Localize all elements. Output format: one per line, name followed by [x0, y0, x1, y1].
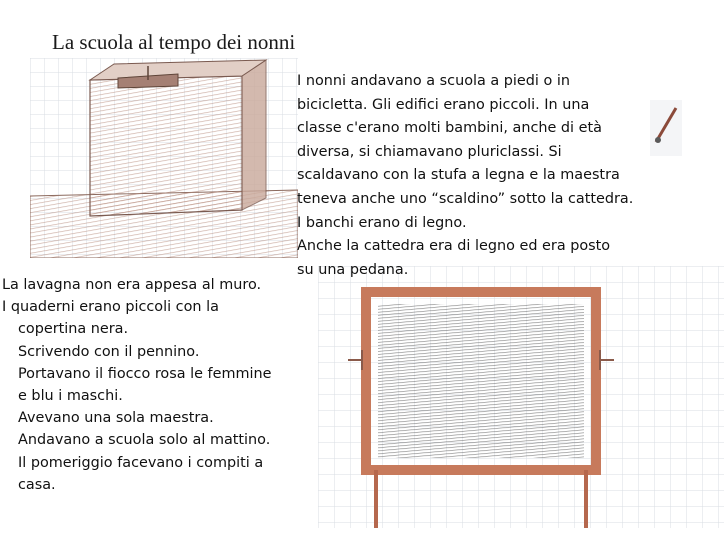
- text-line: Scrivendo con il pennino.: [18, 343, 200, 360]
- text-line: I nonni andavano a scuola a piedi o in: [297, 73, 570, 89]
- text-line: Andavano a scuola solo al mattino.: [18, 432, 271, 449]
- text-line: scaldavano con la stufa a legna e la maestra: [297, 167, 620, 184]
- page-title: La scuola al tempo dei nonni: [52, 30, 296, 54]
- text-line: Portavano il fiocco rosa le femmine: [18, 365, 272, 382]
- text-line: Anche la cattedra era di legno ed era posto: [297, 238, 611, 255]
- text-line: copertina nera.: [18, 321, 129, 338]
- text-line: La lavagna non era appesa al muro.: [2, 277, 262, 293]
- text-line: Avevano una sola maestra.: [18, 410, 214, 427]
- text-line: classe c'erano molti bambini, anche di età: [297, 120, 602, 137]
- text-line: casa.: [18, 476, 56, 493]
- text-line: I quaderni erano piccoli con la: [2, 299, 219, 316]
- pen-icon: [650, 100, 682, 156]
- paragraph-left: [2, 274, 271, 496]
- text-line: e blu i maschi.: [18, 387, 123, 404]
- paragraph-right: [297, 70, 633, 282]
- desk-drawing: [30, 58, 298, 258]
- text-line: diversa, si chiamavano pluriclassi. Si: [297, 143, 562, 160]
- blackboard-drawing: [318, 266, 724, 528]
- text-line: bicicletta. Gli edifici erano piccoli. In una: [297, 96, 590, 113]
- text-line: su una pedana.: [297, 261, 409, 278]
- text-line: teneva anche uno “scaldino” sotto la cattedra.: [297, 190, 634, 207]
- text-line: Il pomeriggio facevano i compiti a: [18, 454, 264, 471]
- text-line: I banchi erano di legno.: [297, 214, 467, 231]
